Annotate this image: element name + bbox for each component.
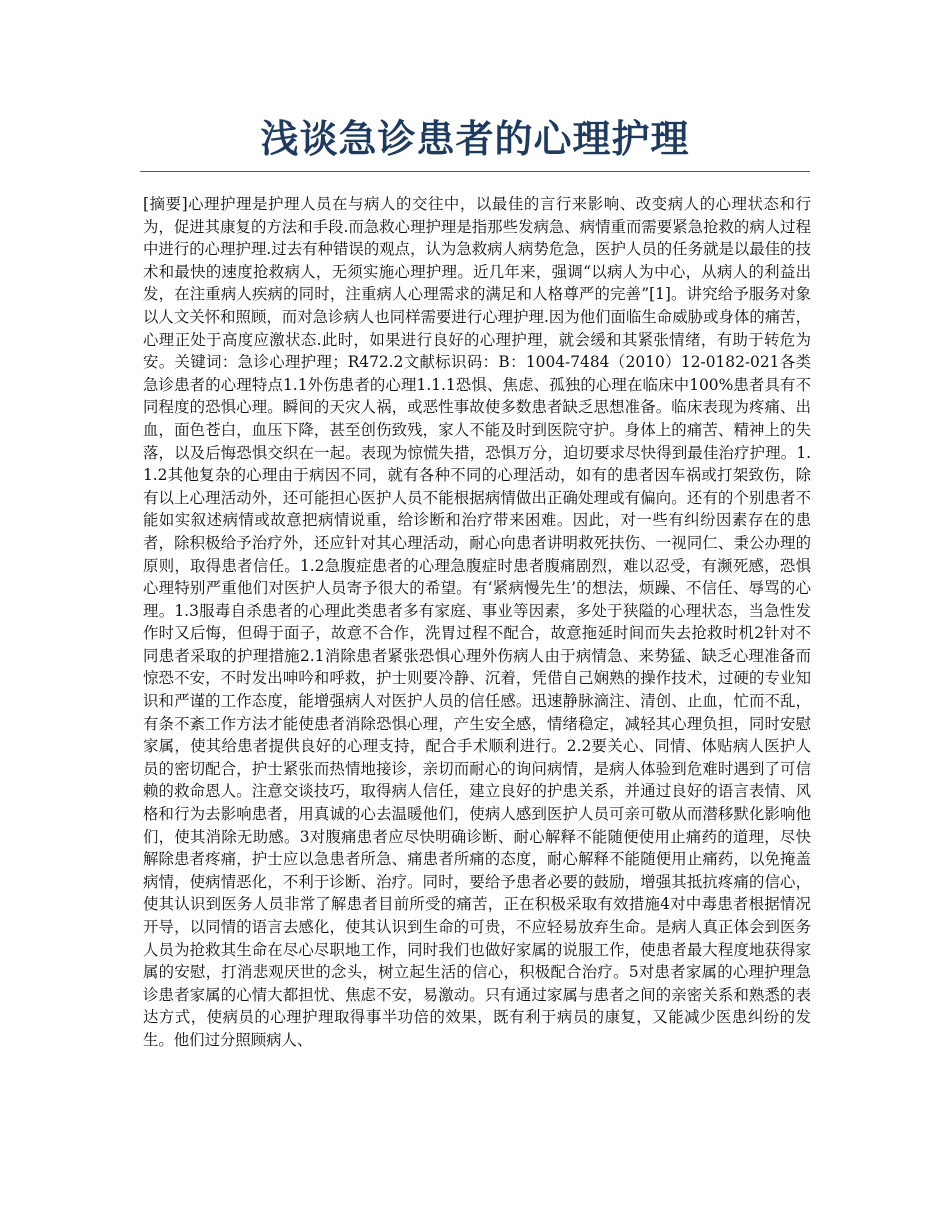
document-title: 浅谈急诊患者的心理护理: [260, 117, 690, 161]
title-underline: [140, 171, 810, 172]
article-body: [摘要]心理护理是护理人员在与病人的交往中，以最佳的言行来影响、改变病人的心理状态和行为，促进其康复的方法和手段.而急救心理护理是指那些发病急、病情重而需要紧急抢救的病人过程中进行的心理护理.过去有种错误的观点，认为急救病人病势危急，医护人员的任务就是以最佳的技术和最快的速度抢救病人，无须实施心理护理。近几年来，强调“以病人为中心，从病人的利益出发，在注重病人疾病的同时，注重病人心理需求的满足和人格尊严的完善”[1]。讲究给予服务对象以人文关怀和照顾，而对急诊病人也同样需要进行心理护理.因为他们面临生命威胁或身体的痛苦，心理正处于高度应激状态.此时，如果进行良好的心理护理，就会缓和其紧张情绪，有助于转危为安。关键词：急诊心理护理；R472.2文献标识码：B：1004-7484（2010）12-0182-021各类急诊患者的心理特点1.1外伤患者的心理1.1.1恐惧、焦虑、孤独的心理在临床中100%患者具有不同程度的恐惧心理。瞬间的天灾人祸，或恶性事故使多数患者缺乏思想准备。临床表现为疼痛、出血，面色苍白，血压下降，甚至创伤致残，家人不能及时到医院守护。身体上的痛苦、精神上的失落，以及后悔恐惧交织在一起。表现为惊慌失措，恐惧万分，迫切要求尽快得到最佳治疗护理。1.1.2其他复杂的心理由于病因不同，就有各种不同的心理活动，如有的患者因车祸或打架致伤，除有以上心理活动外，还可能担心医护人员不能根据病情做出正确处理或有偏向。还有的个别患者不能如实叙述病情或故意把病情说重，给诊断和治疗带来困难。因此，对一些有纠纷因素存在的患者，除积极给予治疗外，还应针对其心理活动，耐心向患者讲明救死扶伤、一视同仁、秉公办理的原则，取得患者信任。1.2急腹症患者的心理急腹症时患者腹痛剧烈，难以忍受，有濒死感，恐惧心理特别严重他们对医护人员寄予很大的希望。有‘紧病慢先生’的想法，烦躁、不信任、辱骂的心理。1.3服毒自杀患者的心理此类患者多有家庭、事业等因素，多处于狭隘的心理状态，当急性发作时又后悔，但碍于面子，故意不合作，洗胃过程不配合，故意拖延时间而失去抢救时机2针对不同患者采取的护理措施2.1消除患者紧张恐惧心理外伤病人由于病情急、来势猛、缺乏心理准备而惊恐不安，不时发出呻吟和呼救，护士则要冷静、沉着，凭借自己娴熟的操作技术，过硬的专业知识和严谨的工作态度，能增强病人对医护人员的信任感。迅速静脉滴注、清创、止血，忙而不乱，有条不紊工作方法才能使患者消除恐惧心理，产生安全感，情绪稳定，减轻其心理负担，同时安慰家属，使其给患者提供良好的心理支持，配合手术顺利进行。2.2要关心、同情、体贴病人医护人员的密切配合，护士紧张而热情地接诊，亲切而耐心的询问病情，是病人体验到危难时遇到了可信赖的救命恩人。注意交谈技巧，取得病人信任，建立良好的护患关系，并通过良好的语言表情、风格和行为去影响患者，用真诚的心去温暖他们，使病人感到医护人员可亲可敬从而潜移默化影响他们，使其消除无助感。3对腹痛患者应尽快明确诊断、耐心解释不能随便使用止痛药的道理，尽快解除患者疼痛，护士应以急患者所急、痛患者所痛的态度，耐心解释不能随便用止痛药，以免掩盖病情，使病情恶化，不利于诊断、治疗。同时，要给予患者必要的鼓励，增强其抵抗疼痛的信心，使其认识到医务人员非常了解患者目前所受的痛苦，正在积极采取有效措施4对中毒患者根据情况开导，以同情的语言去感化，使其认识到生命的可贵，不应轻易放弃生命。是病人真正体会到医务人员为抢救其生命在尽心尽职地工作，同时我们也做好家属的说服工作，使患者最大程度地获得家属的安慰，打消悲观厌世的念头，树立起生活的信心，积极配合治疗。5对患者家属的心理护理急诊患者家属的心情大都担忧、焦虑不安，易激动。只有通过家属与患者之间的亲密关系和熟悉的表达方式，使病员的心理护理取得事半功倍的效果，既有利于病员的康复，又能减少医患纠纷的发生。他们过分照顾病人、: [143, 195, 811, 1049]
